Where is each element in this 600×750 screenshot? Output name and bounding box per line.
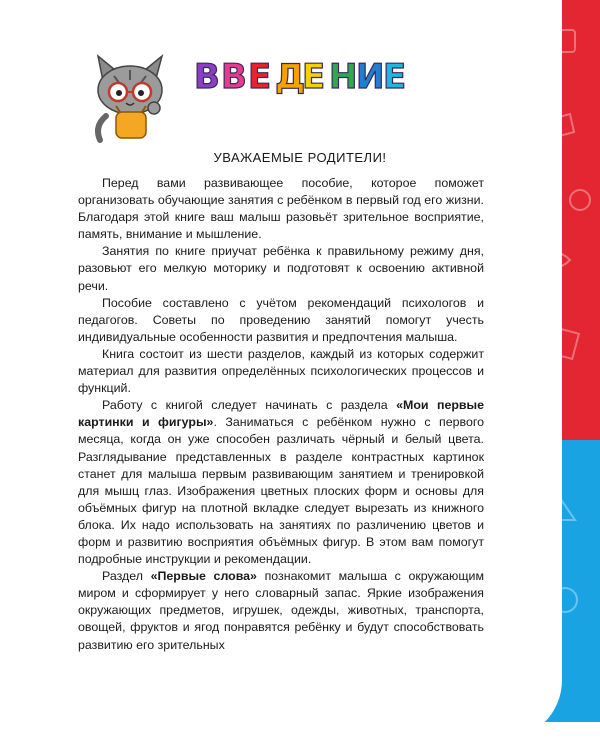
title-letter: Е (383, 57, 407, 96)
title-letter: Е (248, 57, 272, 96)
paragraph: Перед вами развивающее пособие, которое поможет организовать обучающие занятия с ребёнком в первый год его жизни. Благодаря этой книге ваш малыш разовьёт зрительное восприятие, память, внимание и мышление. (78, 176, 484, 242)
paragraph (78, 568, 484, 653)
paragraph-text: познакомит малыша с окружающим миром и сформирует у него словарный запас. Яркие изображения окружающих предметов, игрушек, одежды, животных, транспорта, овощей, фруктов и ягод понравятся ребёнку и будут способствовать развитию его зрительных (78, 569, 484, 652)
title-letter: И (356, 57, 385, 96)
section-name: «Первые слова» (150, 569, 257, 584)
paragraph: Занятия по книге приучат ребёнка к правильному режиму дня, разовьют его мелкую моторику и подготовят к освоению активной речи. (78, 244, 484, 293)
paragraph-text: Раздел (102, 569, 151, 584)
section-name: «Мои первые картинки и фигуры» (78, 398, 484, 430)
title-letter: Н (329, 57, 358, 96)
page-title (190, 48, 410, 96)
paragraph-text: . Заниматься с ребёнком нужно с первого месяца, когда он уже способен различать чёрный и белый цвета. Разглядывание представленных в разделе контрастных картинок станет для малыша первым развивающим занятием и тренировкой для мышц глаз. Изображения цветных плоских форм и основы для объёмных фигур на плотной вкладке следует вырезать из книжного блока. Их надо использовать на занятиях по различению цветов и форм и развитию восприятия объёмных фигур. В этом вам помогут подробные инструкции и рекомендации. (78, 415, 484, 567)
page-number: 3 (506, 686, 516, 705)
paragraph: Книга состоит из шести разделов, каждый из которых содержит материал для развития определённых психологических процессов и функций. (78, 346, 484, 396)
title-letter: Д (275, 57, 306, 96)
paragraph: Пособие составлено с учётом рекомендаций психологов и педагогов. Советы по проведению занятий помогут учесть индивидуальные особенности развития и предпочтения малыша. (78, 295, 484, 344)
title-letter: В (221, 57, 247, 96)
body-text (78, 175, 484, 654)
left-margin (0, 0, 34, 750)
paragraph (78, 397, 484, 568)
cat-mascot-icon (84, 46, 184, 146)
salutation: УВАЖАЕМЫЕ РОДИТЕЛИ! (213, 150, 387, 165)
title-letter: Е (302, 57, 326, 96)
paragraph-text: Работу с книгой следует начинать с раздела (102, 398, 397, 413)
bottom-margin (0, 722, 600, 750)
title-letter: В (194, 57, 220, 96)
